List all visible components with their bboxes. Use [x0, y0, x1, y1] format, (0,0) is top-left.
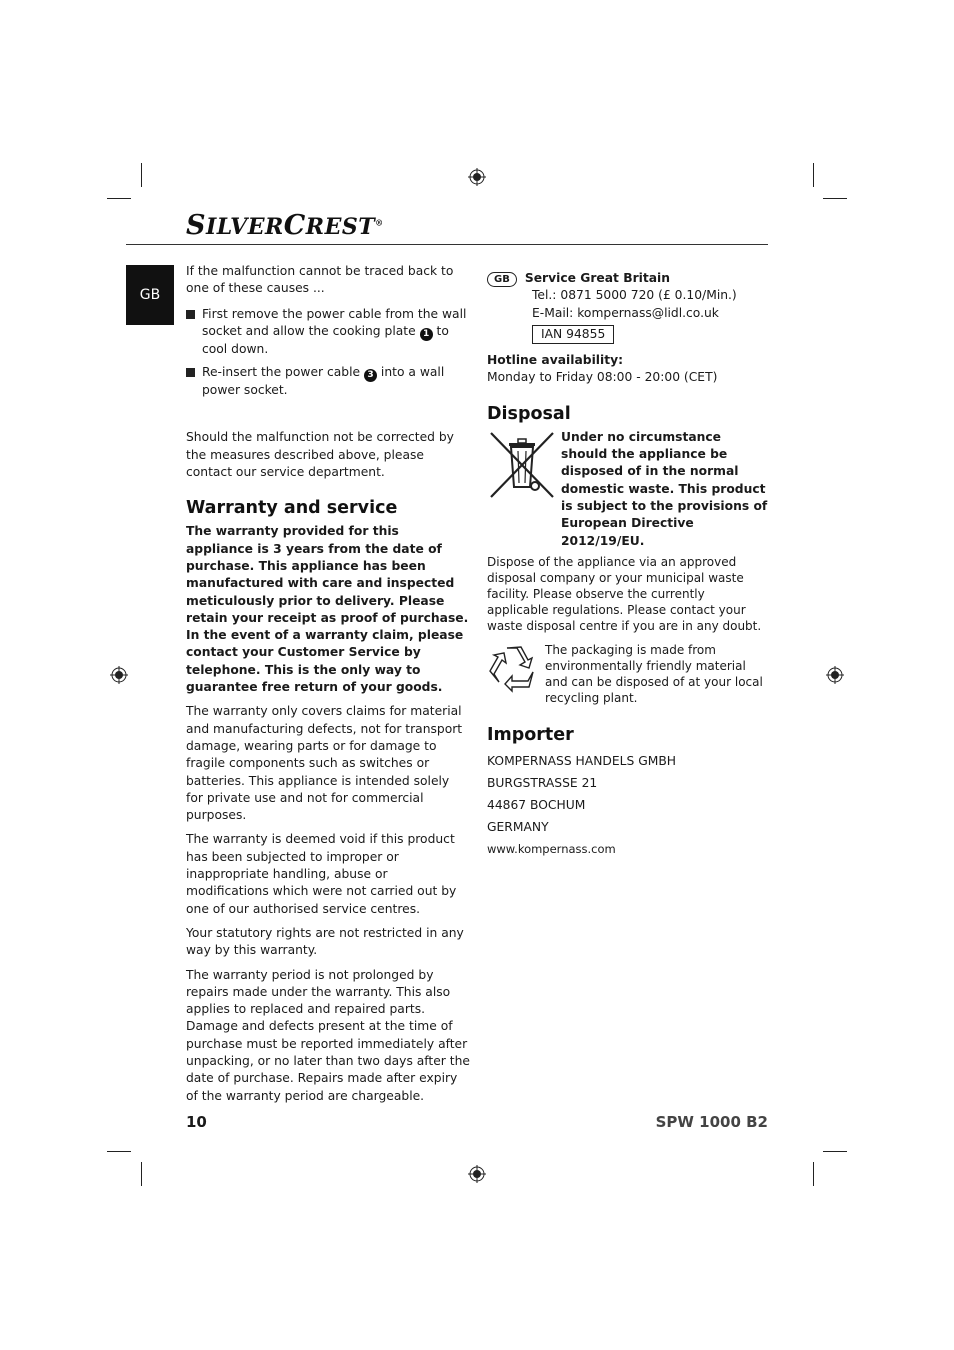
service-header: [487, 270, 769, 287]
crop-mark: [823, 1151, 847, 1152]
importer-line: GERMANY: [487, 819, 549, 834]
importer-heading: Importer: [487, 724, 574, 745]
warranty-paragraph: The warranty only covers claims for material and manufacturing defects, not for transport damage, wearing parts or for damage to fragile components such as switches or batteries. This appliance is intended solely for private use and not for commercial purposes.: [186, 704, 463, 823]
packaging-notice: [487, 642, 769, 706]
importer-website[interactable]: www.kompernass.com: [487, 841, 616, 856]
ian-number: IAN 94855: [532, 325, 614, 344]
crop-mark: [813, 163, 814, 187]
number-marker-icon: 1: [420, 328, 433, 341]
disposal-warning: Under no circumstance should the appliance be disposed of in the normal domestic waste. This product is subject to the provisions of European Directive 2012/19/EU.: [561, 429, 768, 548]
registration-mark-icon: [468, 168, 486, 186]
number-marker-icon: 3: [364, 369, 377, 382]
warranty-heading: Warranty and service: [186, 498, 398, 519]
service-phone: Tel.: 0871 5000 720 (£ 0.10/Min.): [532, 288, 737, 303]
crop-mark: [107, 198, 131, 199]
country-badge: GB: [487, 272, 517, 287]
service-email: E-Mail: kompernass@lidl.co.uk: [532, 305, 719, 320]
packaging-text: The packaging is made from environmentally friendly material and can be disposed of at your local recycling plant.: [545, 642, 763, 705]
bullet-item: Re-insert the power cable 3 into a wall power socket.: [186, 364, 470, 399]
hotline-label: Hotline availability:: [487, 353, 624, 368]
registration-mark-icon: [110, 666, 128, 684]
warranty-bold-text: The warranty provided for this appliance is 3 years from the date of purchase. This appliance has been manufactured with care and inspected meticulously prior to delivery. Please retain your receipt as proof of purchase. In the event of a warranty claim, please contact your Customer Service by telephone. This is the only way to guarantee free return of your goods.: [186, 524, 469, 695]
brand-logo: SILVERCREST®: [186, 210, 384, 241]
contact-note: Should the malfunction not be corrected by the measures described above, please contact our service department.: [186, 430, 454, 480]
header-divider: [126, 244, 768, 245]
troubleshoot-intro: If the malfunction cannot be traced back to one of these causes ...: [186, 264, 454, 296]
registration-mark-icon: [826, 666, 844, 684]
bullet-item: First remove the power cable from the wall socket and allow the cooking plate 1 to cool down.: [186, 306, 470, 359]
disposal-heading: Disposal: [487, 403, 571, 424]
left-column: [186, 263, 470, 1112]
recycle-icon: [487, 642, 539, 694]
hotline-hours: Monday to Friday 08:00 - 20:00 (CET): [487, 370, 718, 385]
disposal-text: Dispose of the appliance via an approved disposal company or your municipal waste facility. Please observe the currently applicable regulations. Please contact your waste disposal centre if you are in any doubt.: [487, 554, 762, 633]
service-details: [487, 287, 769, 344]
crop-mark: [813, 1162, 814, 1186]
crossed-bin-icon: [487, 429, 557, 501]
crop-mark: [823, 198, 847, 199]
page-number: 10: [186, 1113, 207, 1131]
warranty-paragraph: The warranty is deemed void if this product has been subjected to improper or inappropriate handling, abuse or modifications which were not carried out by one of our authorised service centres.: [186, 832, 457, 916]
weee-notice: [487, 429, 769, 550]
crop-mark: [141, 163, 142, 187]
service-title: Service Great Britain: [524, 271, 670, 285]
importer-line: 44867 BOCHUM: [487, 797, 586, 812]
crop-mark: [141, 1162, 142, 1186]
registration-mark-icon: [468, 1165, 486, 1183]
importer-line: BURGSTRASSE 21: [487, 775, 598, 790]
importer-line: KOMPERNASS HANDELS GMBH: [487, 753, 677, 768]
right-column: [487, 270, 769, 860]
importer-address: [487, 750, 769, 860]
language-tab: GB: [126, 265, 174, 325]
warranty-paragraph: The warranty period is not prolonged by repairs made under the warranty. This also applies to replaced and repaired parts. Damage and defects present at the time of purchase must be reported immediately after unpacking, or no later than two days after the date of purchase. Repairs made after expiry of the warranty period are chargeable.: [186, 967, 470, 1103]
crop-mark: [107, 1151, 131, 1152]
warranty-paragraph: Your statutory rights are not restricted in any way by this warranty.: [186, 925, 464, 958]
model-number: SPW 1000 B2: [655, 1113, 768, 1131]
